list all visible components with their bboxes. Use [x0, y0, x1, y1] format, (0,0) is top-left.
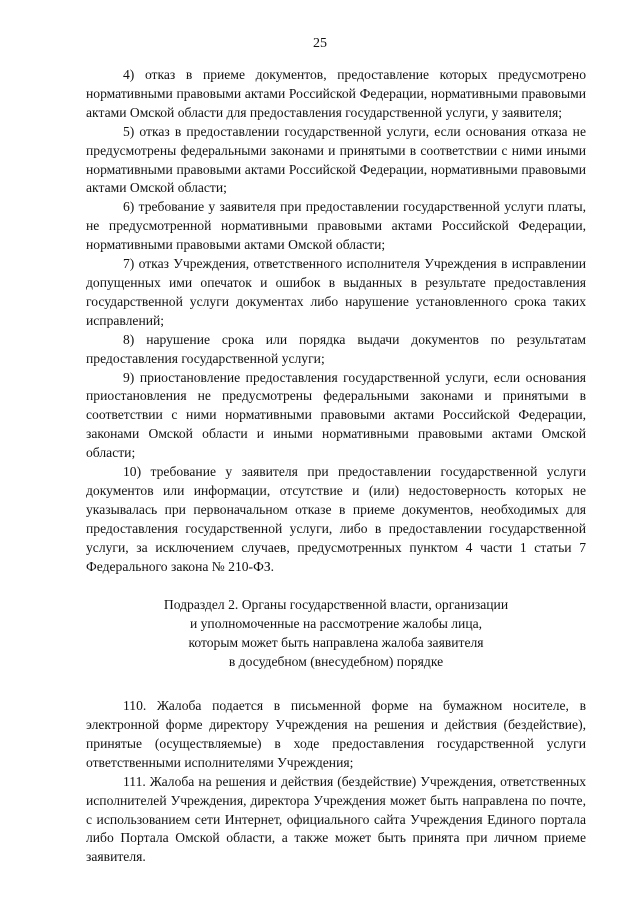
paragraph-item-5: 5) отказ в предоставлении государственной услуги, если основания отказа не предусмотрены федеральными законами и принятыми в соответствии с ними иными нормативными правовыми актами Российской Федерации, нормативными правовыми актами Омской области;: [86, 123, 586, 196]
paragraph-item-8: 8) нарушение срока или порядка выдачи документов по результатам предоставления государственной услуги;: [86, 331, 586, 366]
paragraph-item-7: 7) отказ Учреждения, ответственного исполнителя Учреждения в исправлении допущенных ими опечаток и ошибок в выданных в результате предоставления государственной услуги документах либо нарушение установленного срока таких исправлений;: [86, 256, 586, 328]
section-heading: [86, 596, 586, 672]
paragraph-item-6: 6) требование у заявителя при предоставлении государственной услуги платы, не предусмотренной нормативными правовыми актами Российской Федерации, нормативными правовыми актами Омской области;: [86, 199, 586, 253]
section-heading-line: Подраздел 2. Органы государственной власти, организации: [163, 597, 509, 613]
paragraph-item-4: 4) отказ в приеме документов, предоставление которых предусмотрено нормативными правовыми актами Российской Федерации, нормативными правовыми актами Омской области для предоставления государственной услуги, у заявителя;: [86, 67, 586, 120]
section-heading-line: и уполномоченные на рассмотрение жалобы лица,: [189, 616, 483, 632]
paragraph-clause-111: 111. Жалоба на решения и действия (бездействие) Учреждения, ответственных исполнителей Учреждения, директора Учреждения может быть направлена по почте, с использованием сети Интернет, официального сайта Учреждения Единого портала либо Портала Омской области, а также может быть принята при личном приеме заявителя.: [86, 773, 586, 865]
paragraph-clause-110: 110. Жалоба подается в письменной форме на бумажном носителе, в электронной форме директору Учреждения на решения и действия (бездействие), принятые (осуществляемые) в ходе предоставления государственной услуги ответственными исполнителями Учреждения;: [86, 698, 586, 770]
section-heading-line: в досудебном (внесудебном) порядке: [228, 654, 444, 670]
document-body: [86, 66, 586, 867]
paragraph-item-9: 9) приостановление предоставления государственной услуги, если основания приостановления не предусмотрены федеральными законами и принятыми в соответствии с ними нормативными правовыми актами Российской Федерации, законами Омской области и иными нормативными правовыми актами Омской области;: [86, 369, 586, 461]
paragraph-item-10: 10) требование у заявителя при предоставлении государственной услуги документов или информации, отсутствие и (или) недостоверность которых не указывалась при первоначальном отказе в приеме документов, необходимых для предоставления государственной услуги, либо в предоставлении государственной услуги, за исключением случаев, предусмотренных пунктом 4 части 1 статьи 7 Федерального закона № 210-ФЗ.: [86, 464, 586, 574]
section-heading-line: которым может быть направлена жалоба заявителя: [188, 635, 484, 651]
page-number: 25: [313, 36, 327, 51]
